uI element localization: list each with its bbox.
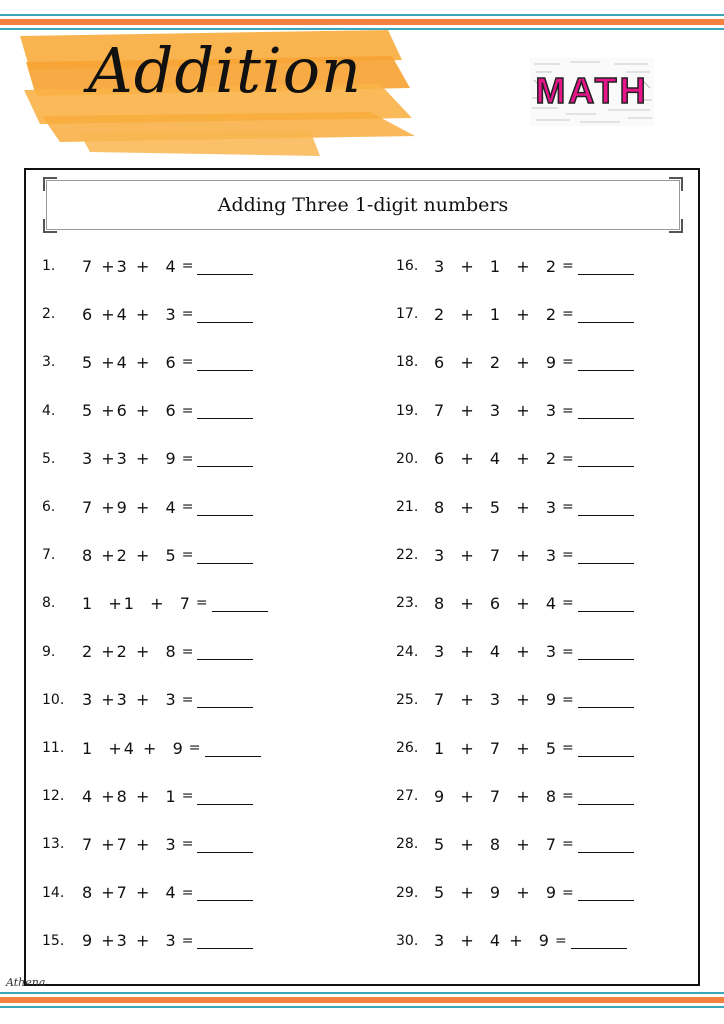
problem-row (42, 926, 253, 956)
author-signature: Athena (6, 976, 46, 989)
equals-sign: = (188, 740, 201, 756)
problem-number: 9. (42, 643, 56, 660)
problem-row (396, 588, 634, 618)
problem-expression: 3 + 1 + 2 (434, 256, 559, 276)
equals-sign: = (181, 788, 194, 805)
answer-blank[interactable] (205, 740, 261, 757)
problem-number: 18. (396, 354, 419, 371)
problem-row (42, 492, 253, 522)
problem-row (42, 685, 253, 715)
answer-blank[interactable] (578, 691, 634, 708)
problem-row (42, 396, 253, 426)
problem-number: 28. (396, 836, 419, 853)
subtitle-corner-bl (43, 219, 57, 233)
equals-sign: = (562, 836, 574, 853)
math-badge (530, 58, 654, 126)
problem-row (396, 299, 634, 329)
answer-blank[interactable] (197, 258, 253, 275)
problem-row (396, 637, 634, 667)
answer-blank[interactable] (578, 788, 634, 805)
equals-sign: = (562, 691, 574, 708)
subtitle-corner-tr (669, 177, 683, 191)
equals-sign: = (181, 547, 194, 564)
problem-number: 26. (396, 740, 419, 756)
problem-expression: 8 + 6 + 4 (434, 593, 559, 613)
problem-row (396, 926, 627, 956)
problem-expression: 8 +2 + 5 (82, 545, 178, 565)
top-stripe-teal (0, 14, 724, 16)
answer-blank[interactable] (578, 884, 634, 901)
problem-number: 17. (396, 306, 419, 323)
answer-blank[interactable] (197, 932, 253, 949)
problem-expression: 7 + 3 + 3 (434, 401, 559, 421)
equals-sign: = (181, 884, 194, 901)
equals-sign: = (181, 932, 194, 949)
problem-expression: 3 +3 + 3 (82, 690, 178, 710)
answer-blank[interactable] (197, 788, 253, 805)
equals-sign: = (562, 884, 574, 901)
problem-row (42, 878, 253, 908)
problem-number: 5. (42, 450, 56, 467)
answer-blank[interactable] (578, 836, 634, 853)
problem-number: 7. (42, 547, 56, 564)
equals-sign: = (562, 740, 574, 756)
problem-number: 4. (42, 402, 56, 419)
equals-sign: = (562, 547, 574, 564)
equals-sign: = (181, 643, 194, 660)
problem-number: 14. (42, 884, 65, 901)
problem-row (42, 251, 253, 281)
equals-sign: = (181, 306, 194, 323)
bottom-stripe-teal (0, 992, 724, 994)
answer-blank[interactable] (578, 499, 634, 516)
answer-blank[interactable] (197, 450, 253, 467)
equals-sign: = (181, 354, 194, 371)
equals-sign: = (181, 402, 194, 419)
answer-blank[interactable] (578, 258, 634, 275)
problem-row (42, 588, 268, 618)
equals-sign: = (562, 306, 574, 323)
answer-blank[interactable] (212, 595, 268, 612)
problem-expression: 3 +3 + 9 (82, 449, 178, 469)
problem-number: 20. (396, 450, 419, 467)
equals-sign: = (562, 354, 574, 371)
problem-number: 6. (42, 499, 56, 515)
problem-expression: 5 + 9 + 9 (434, 883, 559, 903)
problem-number: 24. (396, 643, 419, 660)
equals-sign: = (562, 643, 574, 660)
problem-number: 2. (42, 306, 56, 323)
problem-row (396, 685, 634, 715)
subtitle-corner-tl (43, 177, 57, 191)
equals-sign: = (562, 258, 574, 274)
bottom-stripe-teal-2 (0, 1006, 724, 1008)
problem-row (42, 444, 253, 474)
problem-number: 21. (396, 499, 419, 515)
problem-expression: 8 +7 + 4 (82, 883, 178, 903)
equals-sign: = (181, 836, 194, 853)
answer-blank[interactable] (197, 354, 253, 371)
problem-expression: 7 +9 + 4 (82, 497, 178, 517)
problem-expression: 7 + 3 + 9 (434, 690, 559, 710)
problem-number: 1. (42, 258, 56, 274)
problem-expression: 9 +3 + 3 (82, 931, 178, 951)
subtitle-box (46, 180, 680, 230)
problem-expression: 1 +1 + 7 (82, 593, 192, 613)
answer-blank[interactable] (578, 595, 634, 612)
problem-expression: 7 +3 + 4 (82, 256, 178, 276)
problem-number: 27. (396, 788, 419, 805)
problem-row (396, 829, 634, 859)
answer-blank[interactable] (578, 402, 634, 419)
subtitle-corner-br (669, 219, 683, 233)
problem-expression: 6 +4 + 3 (82, 304, 178, 324)
problem-number: 12. (42, 788, 65, 805)
problem-row (396, 396, 634, 426)
equals-sign: = (562, 402, 574, 419)
problem-number: 15. (42, 932, 65, 949)
problem-row (396, 781, 634, 811)
problem-row (396, 733, 634, 763)
problem-number: 8. (42, 595, 56, 612)
problem-row (42, 637, 253, 667)
problem-expression: 5 +6 + 6 (82, 401, 178, 421)
problem-expression: 6 + 2 + 9 (434, 352, 559, 372)
equals-sign: = (562, 595, 574, 612)
equals-sign: = (562, 788, 574, 805)
equals-sign: = (195, 595, 208, 612)
problem-number: 11. (42, 740, 65, 756)
problem-row (396, 444, 634, 474)
problem-row (42, 781, 253, 811)
equals-sign: = (181, 691, 194, 708)
equals-sign: = (554, 932, 567, 949)
problem-expression: 1 + 7 + 5 (434, 738, 559, 758)
math-badge-label: MATH (535, 70, 649, 111)
answer-blank[interactable] (197, 643, 253, 660)
problem-number: 23. (396, 595, 419, 612)
problem-number: 19. (396, 402, 419, 419)
problem-row (396, 492, 634, 522)
problem-expression: 1 +4 + 9 (82, 738, 185, 758)
problem-expression: 3 + 4 + 3 (434, 642, 559, 662)
problem-number: 25. (396, 691, 419, 708)
problem-expression: 7 +7 + 3 (82, 834, 178, 854)
problem-number: 30. (396, 932, 419, 949)
answer-blank[interactable] (197, 499, 253, 516)
problem-expression: 9 + 7 + 8 (434, 786, 559, 806)
answer-blank[interactable] (578, 643, 634, 660)
equals-sign: = (181, 258, 194, 274)
answer-blank[interactable] (578, 450, 634, 467)
problem-row (42, 733, 261, 763)
equals-sign: = (181, 450, 194, 467)
equals-sign: = (562, 450, 574, 467)
problem-expression: 8 + 5 + 3 (434, 497, 559, 517)
problem-row (42, 540, 253, 570)
answer-blank[interactable] (578, 306, 634, 323)
answer-blank[interactable] (197, 402, 253, 419)
problem-number: 29. (396, 884, 419, 901)
equals-sign: = (181, 499, 194, 515)
problem-expression: 5 + 8 + 7 (434, 834, 559, 854)
problem-number: 13. (42, 836, 65, 853)
answer-blank[interactable] (578, 740, 634, 757)
answer-blank[interactable] (578, 547, 634, 564)
problem-row (42, 829, 253, 859)
problem-row (396, 251, 634, 281)
problem-row (396, 347, 634, 377)
answer-blank[interactable] (197, 836, 253, 853)
problem-expression: 4 +8 + 1 (82, 786, 178, 806)
page-title: Addition (88, 34, 362, 107)
problem-row (396, 540, 634, 570)
bottom-stripe-orange (0, 997, 724, 1003)
problem-number: 16. (396, 258, 419, 274)
problem-row (396, 878, 634, 908)
problem-number: 22. (396, 547, 419, 564)
answer-blank[interactable] (197, 691, 253, 708)
worksheet-subtitle: Adding Three 1-digit numbers (217, 194, 509, 216)
problem-expression: 3 + 4 + 9 (434, 931, 551, 951)
problem-number: 3. (42, 354, 56, 371)
answer-blank[interactable] (197, 884, 253, 901)
top-stripe-orange (0, 19, 724, 25)
problem-expression: 5 +4 + 6 (82, 352, 178, 372)
problem-row (42, 347, 253, 377)
worksheet-frame (24, 168, 700, 986)
answer-blank[interactable] (571, 932, 627, 949)
problem-expression: 2 +2 + 8 (82, 642, 178, 662)
problem-expression: 3 + 7 + 3 (434, 545, 559, 565)
problem-number: 10. (42, 691, 65, 708)
problem-row (42, 299, 253, 329)
equals-sign: = (562, 499, 574, 515)
problem-expression: 6 + 4 + 2 (434, 449, 559, 469)
problem-expression: 2 + 1 + 2 (434, 304, 559, 324)
answer-blank[interactable] (197, 547, 253, 564)
answer-blank[interactable] (578, 354, 634, 371)
answer-blank[interactable] (197, 306, 253, 323)
